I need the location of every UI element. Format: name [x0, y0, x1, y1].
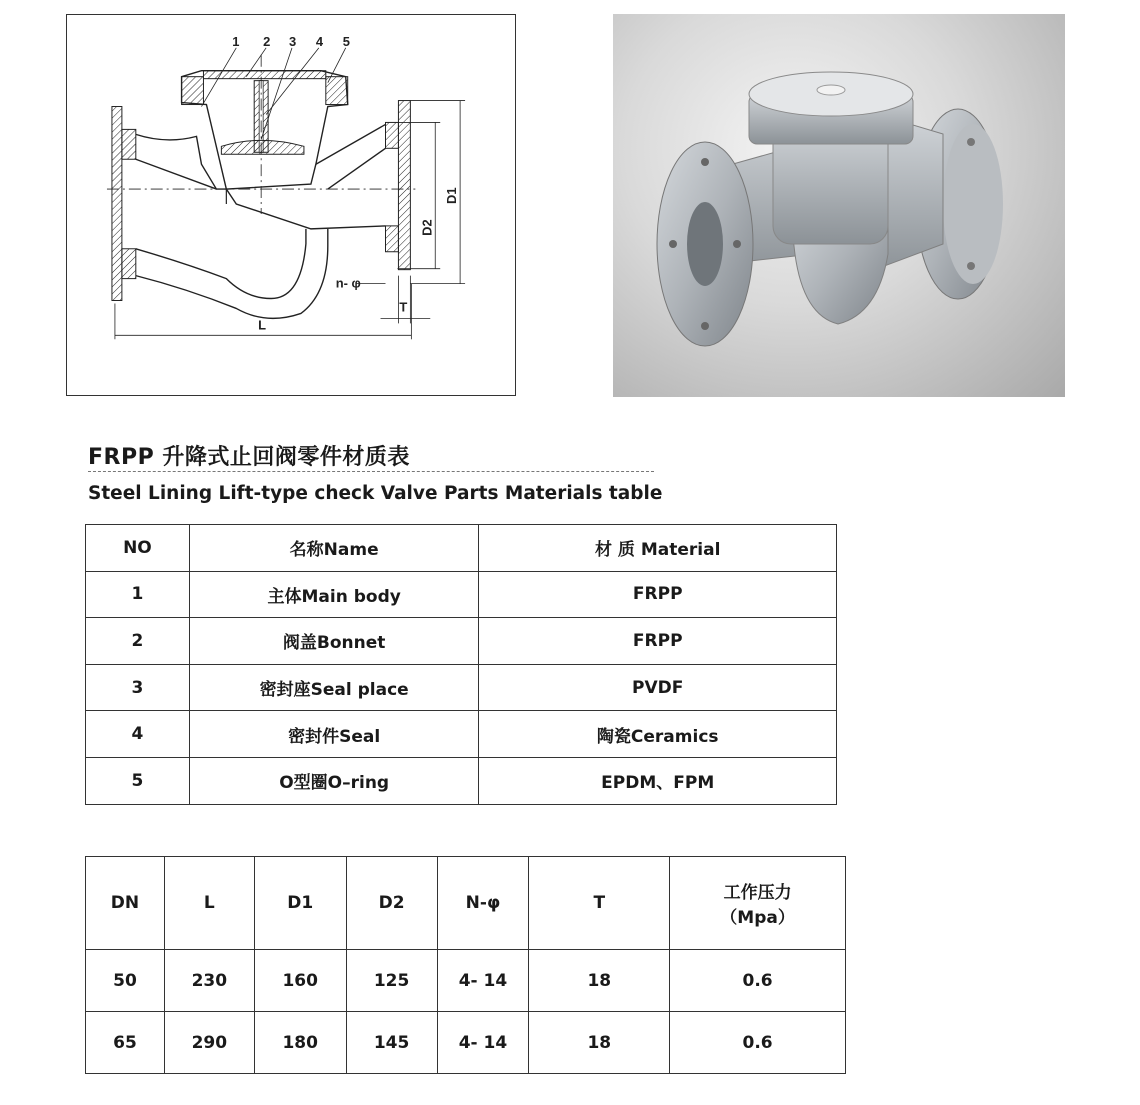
cell-dn: 65	[86, 1012, 165, 1074]
table-row	[86, 571, 837, 618]
header-pressure-unit: （Mpa）	[720, 908, 795, 928]
part-number-5: 5	[342, 33, 350, 49]
header-name: 名称Name	[189, 525, 479, 572]
cell-name: 密封件Seal	[189, 711, 479, 758]
table-title-chinese: FRPP 升降式止回阀零件材质表	[88, 445, 410, 470]
header-material: 材 质 Material	[479, 525, 837, 572]
table-row	[86, 618, 837, 665]
cell-no: 4	[86, 711, 190, 758]
header-pressure-label: 工作压力	[723, 883, 792, 903]
check-valve-photo	[613, 14, 1065, 397]
cell-material: PVDF	[479, 664, 837, 711]
dim-label-t: T	[399, 299, 408, 315]
header-n-phi: N-φ	[437, 857, 529, 950]
cell-material: EPDM、FPM	[479, 757, 837, 804]
cell-material: 陶瓷Ceramics	[479, 711, 837, 758]
cell-pressure: 0.6	[670, 950, 846, 1012]
cell-t: 18	[529, 950, 670, 1012]
cell-n-phi: 4- 14	[437, 950, 529, 1012]
valve-section-drawing	[66, 14, 516, 396]
cell-l: 230	[164, 950, 254, 1012]
cell-pressure: 0.6	[670, 1012, 846, 1074]
dimensions-header-row	[86, 857, 846, 950]
table-row	[86, 1012, 846, 1074]
dim-label-n-phi: n- φ	[335, 275, 361, 291]
dim-label-d1: D1	[444, 187, 460, 205]
product-photo	[613, 14, 1065, 397]
materials-table	[85, 524, 837, 805]
part-number-2: 2	[263, 33, 271, 49]
cell-material: FRPP	[479, 618, 837, 665]
part-number-3: 3	[289, 33, 297, 49]
cell-no: 2	[86, 618, 190, 665]
header-l: L	[164, 857, 254, 950]
cell-no: 1	[86, 571, 190, 618]
title-divider	[88, 471, 654, 472]
cell-d2: 125	[346, 950, 437, 1012]
part-number-4: 4	[315, 33, 324, 49]
cell-name: 密封座Seal place	[189, 664, 479, 711]
cell-d2: 145	[346, 1012, 437, 1074]
part-number-1: 1	[232, 33, 240, 49]
dim-label-l: L	[258, 317, 267, 333]
table-row	[86, 757, 837, 804]
header-t: T	[529, 857, 670, 950]
cell-no: 5	[86, 757, 190, 804]
cell-t: 18	[529, 1012, 670, 1074]
cell-d1: 180	[254, 1012, 346, 1074]
cell-no: 3	[86, 664, 190, 711]
materials-header-row	[86, 525, 837, 572]
header-d2: D2	[346, 857, 437, 950]
header-no: NO	[86, 525, 190, 572]
cell-n-phi: 4- 14	[437, 1012, 529, 1074]
cell-l: 290	[164, 1012, 254, 1074]
table-row	[86, 664, 837, 711]
header-pressure	[670, 857, 846, 950]
dimensions-table	[85, 856, 846, 1074]
dim-label-d2: D2	[419, 219, 435, 236]
cell-name: 主体Main body	[189, 571, 479, 618]
table-row	[86, 950, 846, 1012]
cell-name: 阀盖Bonnet	[189, 618, 479, 665]
header-d1: D1	[254, 857, 346, 950]
cell-name: O型圈O–ring	[189, 757, 479, 804]
header-dn: DN	[86, 857, 165, 950]
cell-material: FRPP	[479, 571, 837, 618]
cell-dn: 50	[86, 950, 165, 1012]
table-title-english: Steel Lining Lift-type check Valve Parts Materials table	[88, 483, 663, 504]
section-drawing-svg	[67, 15, 515, 395]
cell-d1: 160	[254, 950, 346, 1012]
table-row	[86, 711, 837, 758]
